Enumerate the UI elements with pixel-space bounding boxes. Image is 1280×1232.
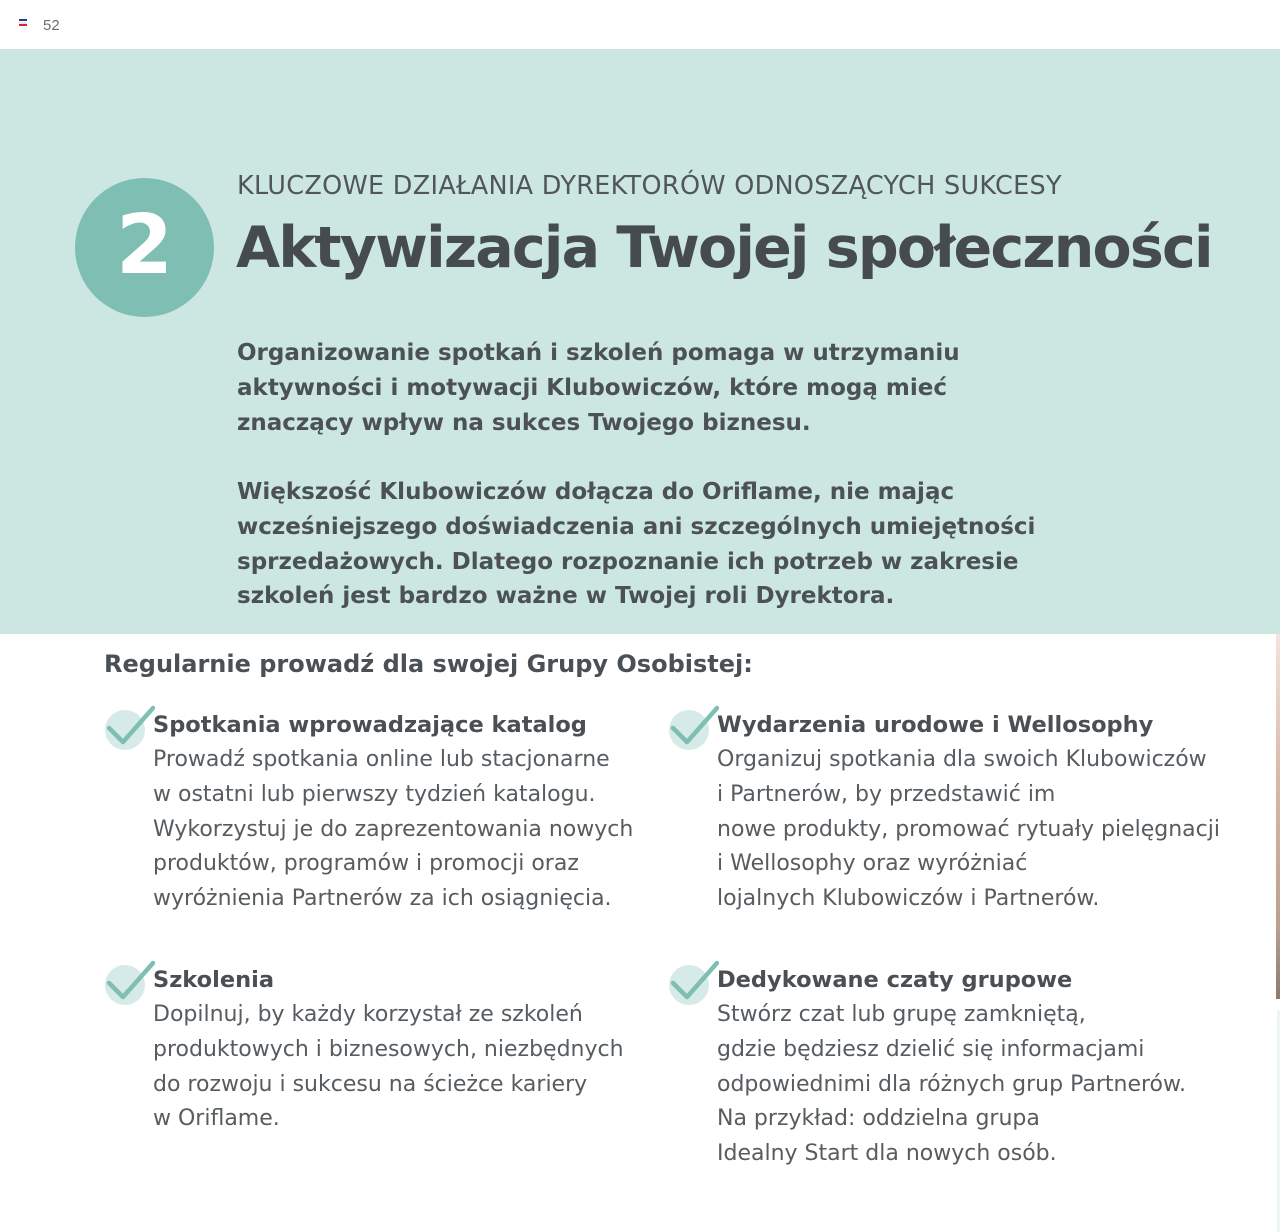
- item-title: Wydarzenia urodowe i Wellosophy: [717, 712, 1154, 738]
- item-text: Organizuj spotkania dla swoich Klubowiczów i Partnerów, by przedstawić im nowe produkty, promować rytuały pielęgnacji i Wellosophy oraz wyróżniać lojalnych Klubowiczów i Partnerów.: [717, 747, 1220, 912]
- list-item: [153, 963, 733, 1137]
- item-title: Spotkania wprowadzające katalog: [153, 712, 587, 738]
- hero-kicker: KLUCZOWE DZIAŁANIA DYREKTORÓW ODNOSZĄCYCH SUKCESY: [237, 171, 1062, 201]
- checkmark-icon: [103, 700, 155, 752]
- item-text: Prowadź spotkania online lub stacjonarne w ostatni lub pierwszy tydzień katalogu. Wykorzystuj je do zaprezentowania nowych produktów, programów i promocji oraz wyróżnienia Partnerów za ich osiągnięcia.: [153, 747, 634, 912]
- section-title: Regularnie prowadź dla swojej Grupy Osobistej:: [104, 650, 753, 678]
- checkmark-icon: [667, 700, 719, 752]
- page-title: Aktywizacja Twojej społeczności: [236, 215, 1212, 281]
- step-number: 2: [115, 197, 174, 293]
- list-item: [717, 963, 1280, 1172]
- list-item: [153, 708, 733, 917]
- item-text: Stwórz czat lub grupę zamkniętą, gdzie będziesz dzielić się informacjami odpowiednimi dla różnych grup Partnerów. Na przykład: oddzielna grupa Idealny Start dla nowych osób.: [717, 1002, 1186, 1167]
- list-item: [717, 708, 1280, 917]
- checkmark-icon: [103, 955, 155, 1007]
- page-number: 52: [43, 17, 60, 34]
- item-text: Dopilnuj, by każdy korzystał ze szkoleń produktowych i biznesowych, niezbędnych do rozwoju i sukcesu na ścieżce kariery w Oriflame.: [153, 1002, 624, 1132]
- page-header: [0, 0, 1280, 49]
- step-badge: [75, 178, 214, 317]
- item-title: Dedykowane czaty grupowe: [717, 967, 1073, 993]
- checkmark-icon: [667, 955, 719, 1007]
- page-edge-strip: [1276, 634, 1280, 999]
- hero-section: [0, 49, 1280, 634]
- intro-paragraph-2: Większość Klubowiczów dołącza do Oriflame, nie mając wcześniejszego doświadczenia ani szczególnych umiejętności sprzedażowych. Dlatego rozpoznanie ich potrzeb w zakresie szkoleń jest bardzo ważne w Twojej roli Dyrektora.: [237, 479, 1036, 610]
- item-title: Szkolenia: [153, 967, 275, 993]
- flag-icon: [19, 19, 27, 26]
- intro-paragraph-1: Organizowanie spotkań i szkoleń pomaga w utrzymaniu aktywności i motywacji Klubowiczów, które mogą mieć znaczący wpływ na sukces Twojego biznesu.: [237, 340, 960, 436]
